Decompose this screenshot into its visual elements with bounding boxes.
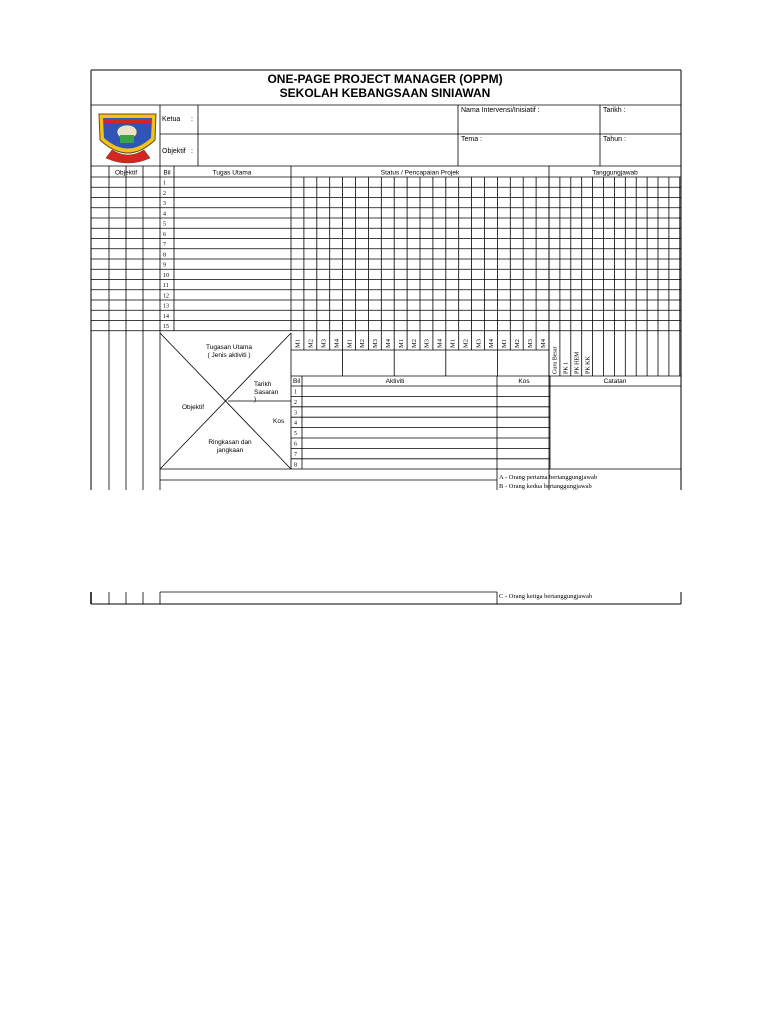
diagram-jangkaan: jangkaan (216, 447, 244, 454)
diagram-sasaran-paren: ) (254, 396, 257, 403)
month-label: M1 (501, 338, 509, 348)
activity-numbers (294, 390, 297, 469)
diagram-sasaran: Sasaran (254, 389, 279, 396)
task-number: 7 (163, 242, 166, 248)
diagram-kos: Kos (273, 418, 285, 425)
activity-number: 6 (294, 441, 297, 448)
month-label: M1 (449, 338, 457, 348)
diagram-objektif: Objektif (182, 404, 205, 411)
month-label: M4 (488, 338, 496, 348)
month-label: M3 (372, 338, 380, 348)
school-name: SEKOLAH KEBANGSAAN SINIAWAN (279, 86, 491, 100)
task-number: 13 (163, 303, 169, 310)
label-objektif: Objektif (162, 148, 186, 155)
responsible-label: PK 1 (563, 361, 570, 374)
month-labels (295, 338, 547, 348)
task-number: 8 (163, 252, 166, 259)
month-label: M2 (513, 338, 521, 348)
task-number: 3 (163, 201, 166, 207)
label-tarikh: Tarikh : (603, 107, 626, 114)
legend-a: A - Orang pertama bertanggungjawab (499, 474, 598, 481)
task-number: 15 (163, 324, 169, 330)
responsible-label: Guru Besar (552, 346, 559, 374)
diagram-tarikh: Tarikh (254, 381, 272, 388)
month-label: M4 (384, 338, 392, 348)
task-number: 11 (163, 283, 169, 289)
month-label: M4 (436, 338, 444, 348)
month-label: M2 (307, 338, 315, 348)
month-label: M3 (423, 338, 431, 348)
task-number: 2 (163, 190, 166, 197)
activity-number: 1 (294, 389, 297, 396)
header-tanggungjawab: Tanggungjawab (592, 169, 638, 177)
month-label: M1 (397, 338, 405, 348)
responsible-label: PK HEM (574, 351, 581, 374)
label-tahun: Tahun : (603, 136, 626, 143)
month-label: M3 (475, 338, 483, 348)
task-number: 12 (163, 293, 169, 300)
activity-header-catatan: Catatan (603, 378, 627, 385)
diagram-ringkasan: Ringkasan dan (208, 439, 252, 446)
activity-header-aktiviti: Aktiviti (385, 378, 405, 385)
label-nama-intervensi: Nama Intervensi/Inisiatif : (461, 107, 540, 114)
label-ketua: Ketua (162, 116, 181, 123)
label-objektif-colon: : (191, 148, 193, 155)
diagram-tugasan-utama: Tugasan Utama (205, 344, 253, 351)
responsible-labels (553, 347, 592, 375)
header-bil: Bil (163, 169, 171, 177)
task-number: 10 (163, 272, 169, 279)
activity-number: 5 (294, 431, 297, 438)
month-label: M4 (333, 338, 341, 348)
month-label: M2 (359, 338, 367, 348)
diagram-jenis-aktiviti: ( Jenis aktiviti ) (207, 352, 251, 359)
legend-c: C - Orang ketiga bertanggungjawab (499, 593, 593, 600)
school-logo (99, 114, 156, 163)
task-numbers (163, 181, 169, 331)
label-ketua-colon: : (191, 116, 193, 123)
task-number: 6 (163, 231, 166, 238)
label-tema: Tema : (461, 136, 483, 143)
activity-number: 2 (294, 399, 297, 406)
task-number: 1 (163, 180, 166, 187)
activity-number: 8 (294, 462, 297, 469)
activity-header-kos: Kos (518, 378, 530, 385)
header-status: Status / Pencapaian Projek (380, 169, 460, 177)
activity-number: 3 (294, 410, 297, 417)
task-number: 5 (163, 221, 166, 228)
task-number: 4 (163, 211, 166, 218)
month-label: M3 (320, 338, 328, 348)
activity-header-bil: Bil (293, 378, 301, 385)
month-label: M2 (410, 338, 418, 348)
page-title: ONE-PAGE PROJECT MANAGER (OPPM) (267, 72, 503, 86)
activity-number: 4 (294, 420, 297, 427)
responsible-label: PK KK (585, 356, 592, 374)
task-number: 9 (163, 262, 166, 269)
activity-number: 7 (294, 451, 297, 458)
legend-b: B - Orang kedua bertanggungjawab (499, 483, 592, 490)
month-label: M3 (526, 338, 534, 348)
header-tugas-utama: Tugas Utama (212, 169, 252, 177)
task-number: 14 (163, 313, 169, 320)
month-label: M2 (462, 338, 470, 348)
month-label: M1 (346, 338, 354, 348)
month-label: M4 (539, 338, 547, 348)
month-label: M1 (294, 338, 302, 348)
header-objektif: Objektif (114, 169, 138, 177)
